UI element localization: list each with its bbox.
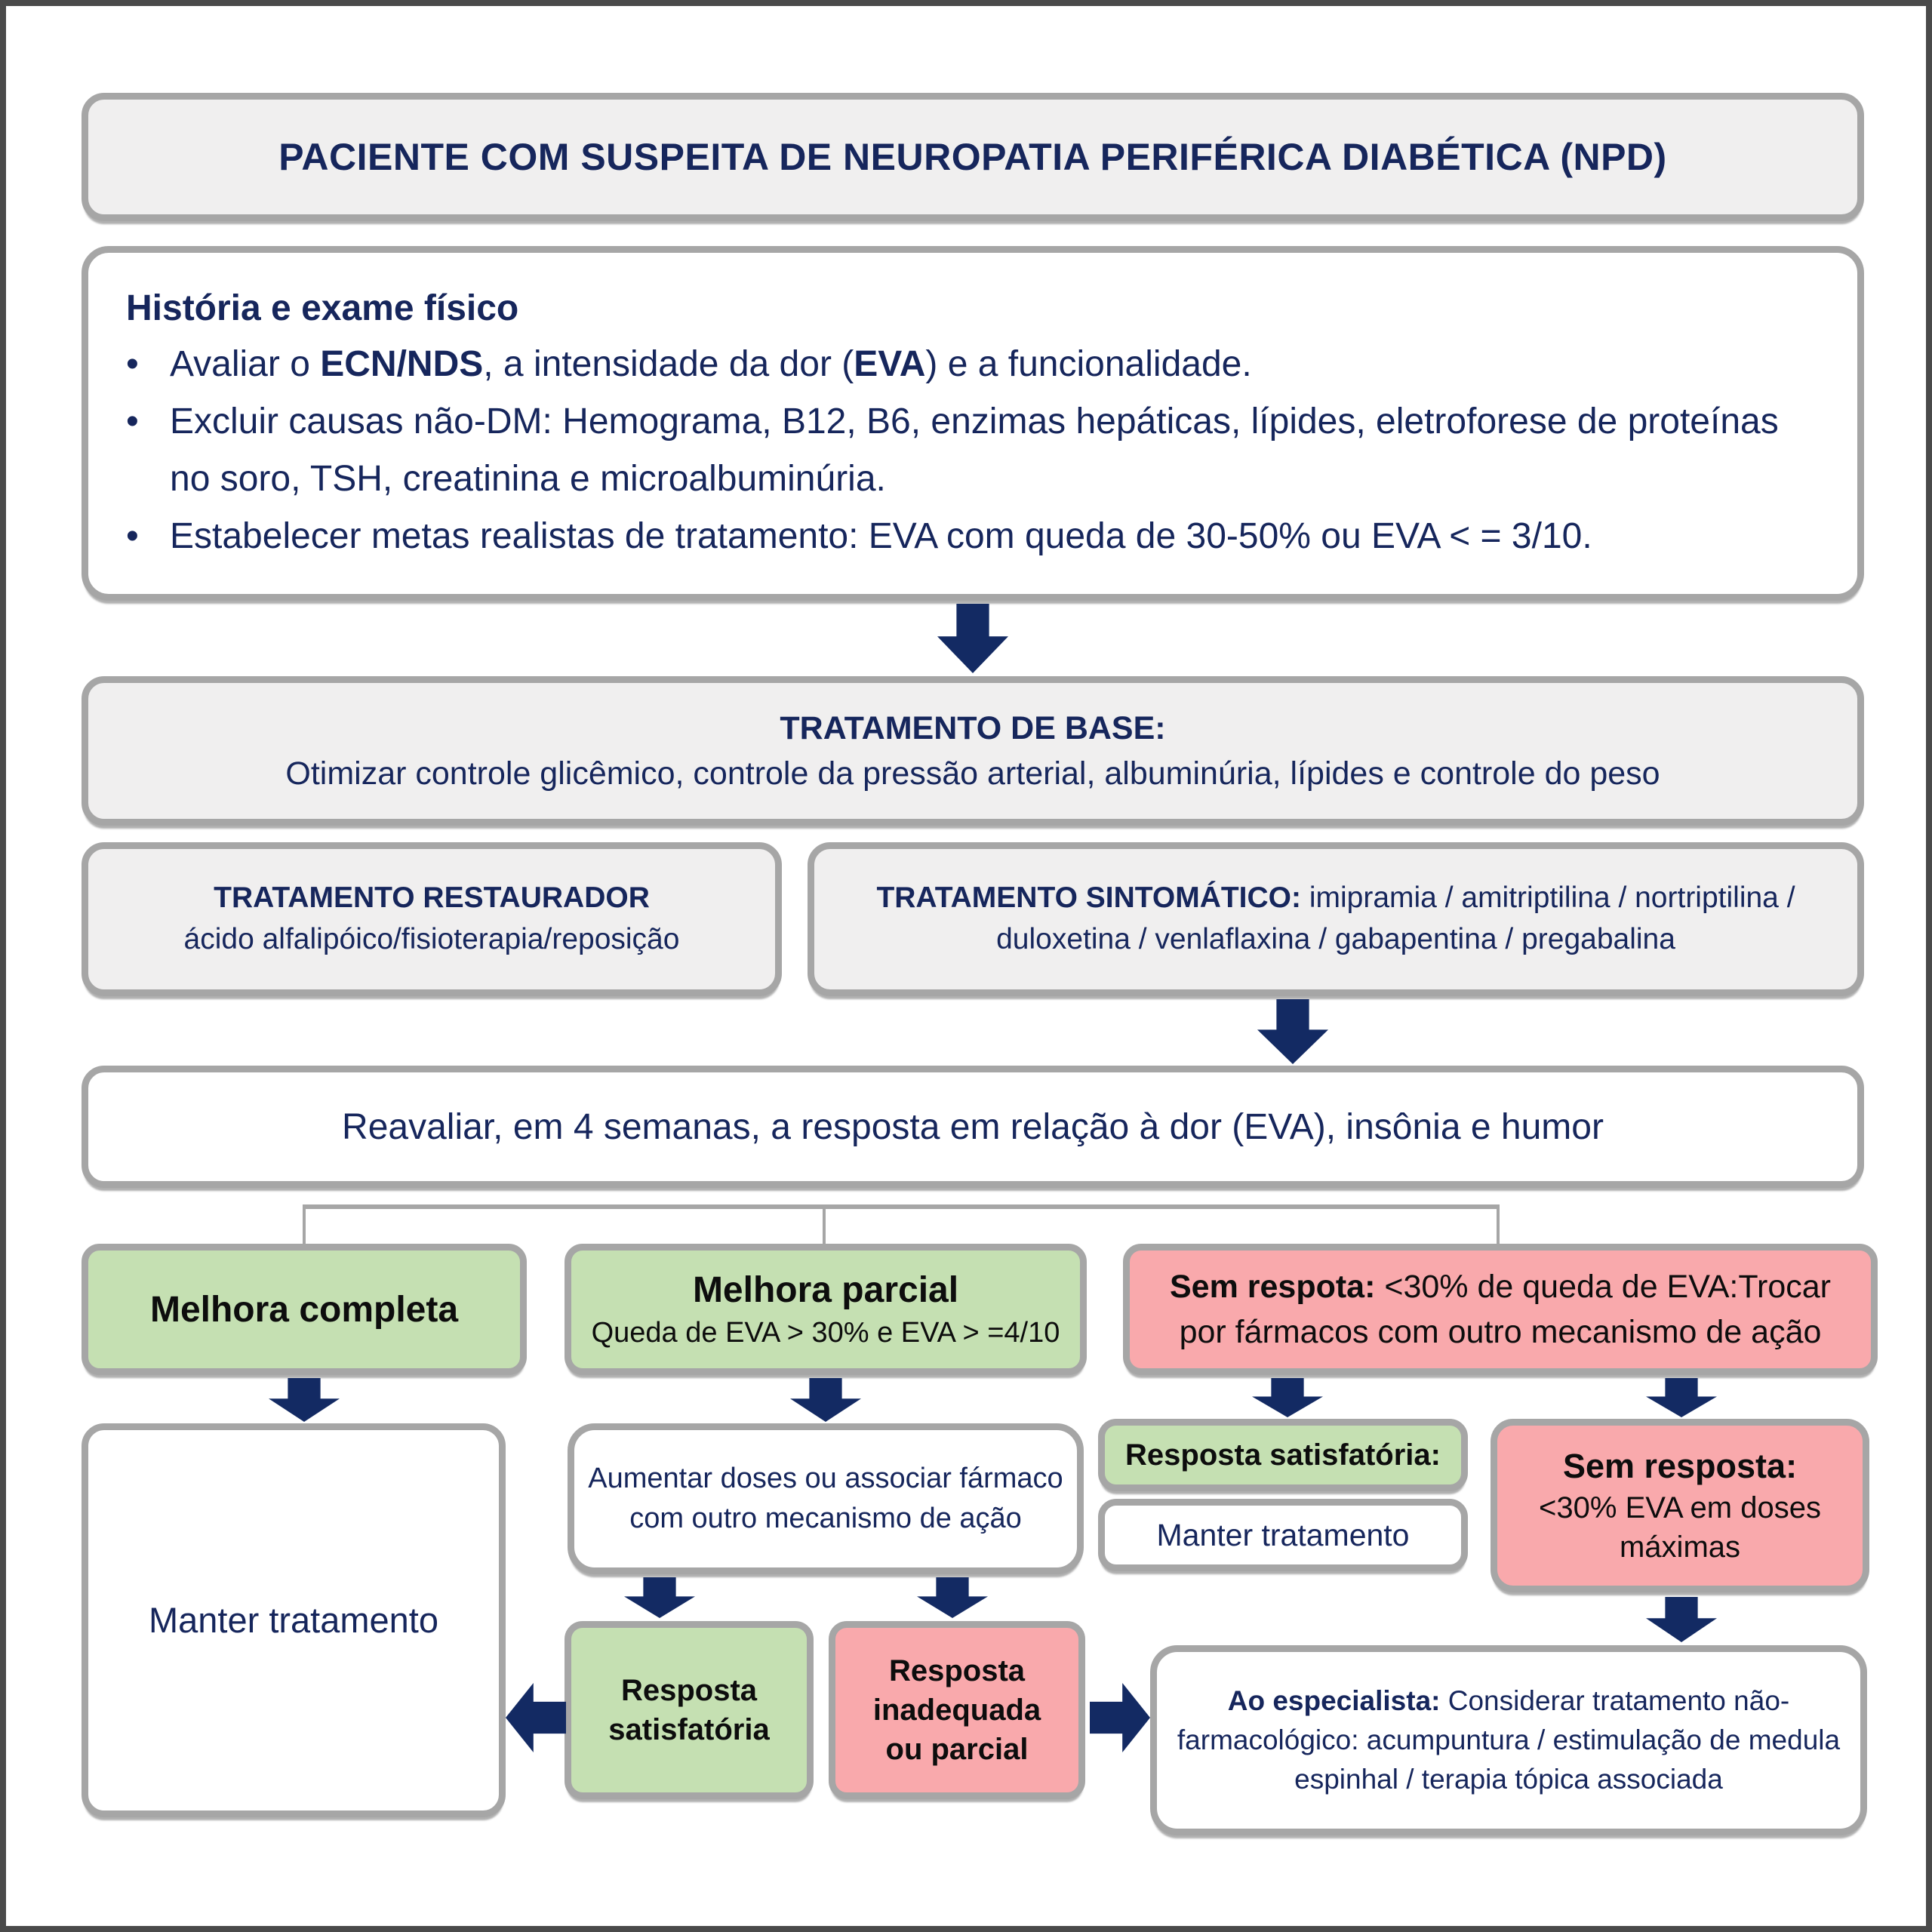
satisfactory-response-label: Resposta satisfatória: bbox=[1125, 1438, 1441, 1472]
base-treatment-title: TRATAMENTO DE BASE: bbox=[780, 709, 1166, 746]
complete-improvement-text: Melhora completa bbox=[149, 1289, 459, 1330]
branch-connector-line bbox=[303, 1204, 1500, 1209]
no-response-max-dose-box bbox=[1491, 1419, 1869, 1592]
down-arrow-icon bbox=[1257, 999, 1328, 1064]
partial-improvement-title: Melhora parcial bbox=[692, 1270, 959, 1311]
page-title: PACIENTE COM SUSPEITA DE NEUROPATIA PERIFÉRICA DIABÉTICA (NPD) bbox=[278, 136, 1667, 178]
reassess-box bbox=[82, 1066, 1864, 1188]
bullet-text: Estabelecer metas realistas de tratamento: EVA com queda de 30-50% ou EVA < = 3/10. bbox=[170, 515, 1592, 556]
down-arrow-icon bbox=[790, 1378, 861, 1422]
bullet-dot: • bbox=[126, 515, 139, 556]
maintain-treatment-small-box bbox=[1098, 1499, 1468, 1571]
inadequate-response-text: Resposta inadequada ou parcial bbox=[872, 1654, 1041, 1766]
symptomatic-treatment-box bbox=[808, 842, 1864, 996]
satisfactory-response-box bbox=[565, 1621, 814, 1799]
down-arrow-icon bbox=[1646, 1597, 1717, 1642]
no-response-max-body: <30% EVA em doses máximas bbox=[1539, 1491, 1821, 1564]
no-response-switch-box bbox=[1123, 1244, 1878, 1375]
no-response-max-title: Sem resposta: bbox=[1562, 1446, 1798, 1485]
left-arrow-icon bbox=[506, 1683, 566, 1752]
down-arrow-icon bbox=[1646, 1378, 1717, 1417]
reassess-text: Reavaliar, em 4 semanas, a resposta em relação à dor (EVA), insônia e humor bbox=[342, 1106, 1604, 1147]
title-box bbox=[82, 93, 1864, 221]
history-heading: História e exame físico bbox=[126, 288, 519, 329]
right-arrow-icon bbox=[1090, 1683, 1150, 1752]
no-response-switch-text: Sem respota: <30% de queda de EVA:Trocar por fármacos com outro mecanismo de ação bbox=[1169, 1268, 1831, 1350]
partial-improvement-box bbox=[565, 1244, 1087, 1375]
down-arrow-icon bbox=[937, 604, 1008, 673]
increase-dose-text: Aumentar doses ou associar fármaco com outro mecanismo de ação bbox=[588, 1462, 1063, 1534]
history-bullet bbox=[126, 393, 1820, 508]
bullet-dot: • bbox=[126, 401, 139, 442]
history-box bbox=[82, 246, 1864, 601]
base-treatment-box bbox=[82, 676, 1864, 826]
increase-dose-box bbox=[568, 1423, 1084, 1574]
history-content bbox=[88, 259, 1857, 587]
restorative-treatment-box bbox=[82, 842, 782, 996]
branch-connector-drop bbox=[303, 1204, 306, 1244]
branch-connector-drop bbox=[1497, 1204, 1500, 1244]
bullet-text: Excluir causas não-DM: Hemograma, B12, B6, enzimas hepáticas, lípides, eletroforese de proteínas no soro, TSH, creatinina e microalbuminúria. bbox=[170, 401, 1779, 499]
branch-connector-drop bbox=[823, 1204, 826, 1244]
bullet-text: Avaliar o ECN/NDS, a intensidade da dor (EVA) e a funcionalidade. bbox=[170, 344, 1252, 385]
maintain-treatment-small-text: Manter tratamento bbox=[1156, 1517, 1410, 1552]
down-arrow-icon bbox=[624, 1577, 695, 1618]
restorative-body: ácido alfalipóico/fisioterapia/reposição bbox=[183, 923, 680, 955]
down-arrow-icon bbox=[1252, 1378, 1323, 1417]
specialist-referral-box bbox=[1150, 1645, 1867, 1835]
inadequate-response-box bbox=[829, 1621, 1085, 1799]
down-arrow-icon bbox=[269, 1378, 340, 1422]
complete-improvement-box bbox=[82, 1244, 527, 1375]
partial-improvement-subtitle: Queda de EVA > 30% e EVA > =4/10 bbox=[591, 1316, 1060, 1349]
down-arrow-icon bbox=[917, 1577, 988, 1618]
satisfactory-response-label-box bbox=[1098, 1419, 1468, 1491]
base-treatment-body: Otimizar controle glicêmico, controle da pressão arterial, albuminúria, lípides e controle do peso bbox=[285, 755, 1660, 792]
satisfactory-response-text: Resposta satisfatória bbox=[608, 1674, 770, 1746]
specialist-referral-text: Ao especialista: Considerar tratamento não-farmacológico: acumpuntura / estimulação de medula espinhal / terapia tópica associada bbox=[1177, 1685, 1841, 1795]
maintain-treatment-box bbox=[82, 1423, 506, 1817]
restorative-title: TRATAMENTO RESTAURADOR bbox=[214, 881, 650, 915]
symptomatic-text: TRATAMENTO SINTOMÁTICO: imipramia / amitriptilina / nortriptilina / duloxetina / venlaflaxina / gabapentina / pregabalina bbox=[876, 881, 1795, 955]
bullet-dot: • bbox=[126, 344, 139, 385]
history-bullet bbox=[126, 336, 1820, 393]
history-bullet bbox=[126, 508, 1820, 565]
maintain-treatment-text: Manter tratamento bbox=[148, 1600, 438, 1641]
